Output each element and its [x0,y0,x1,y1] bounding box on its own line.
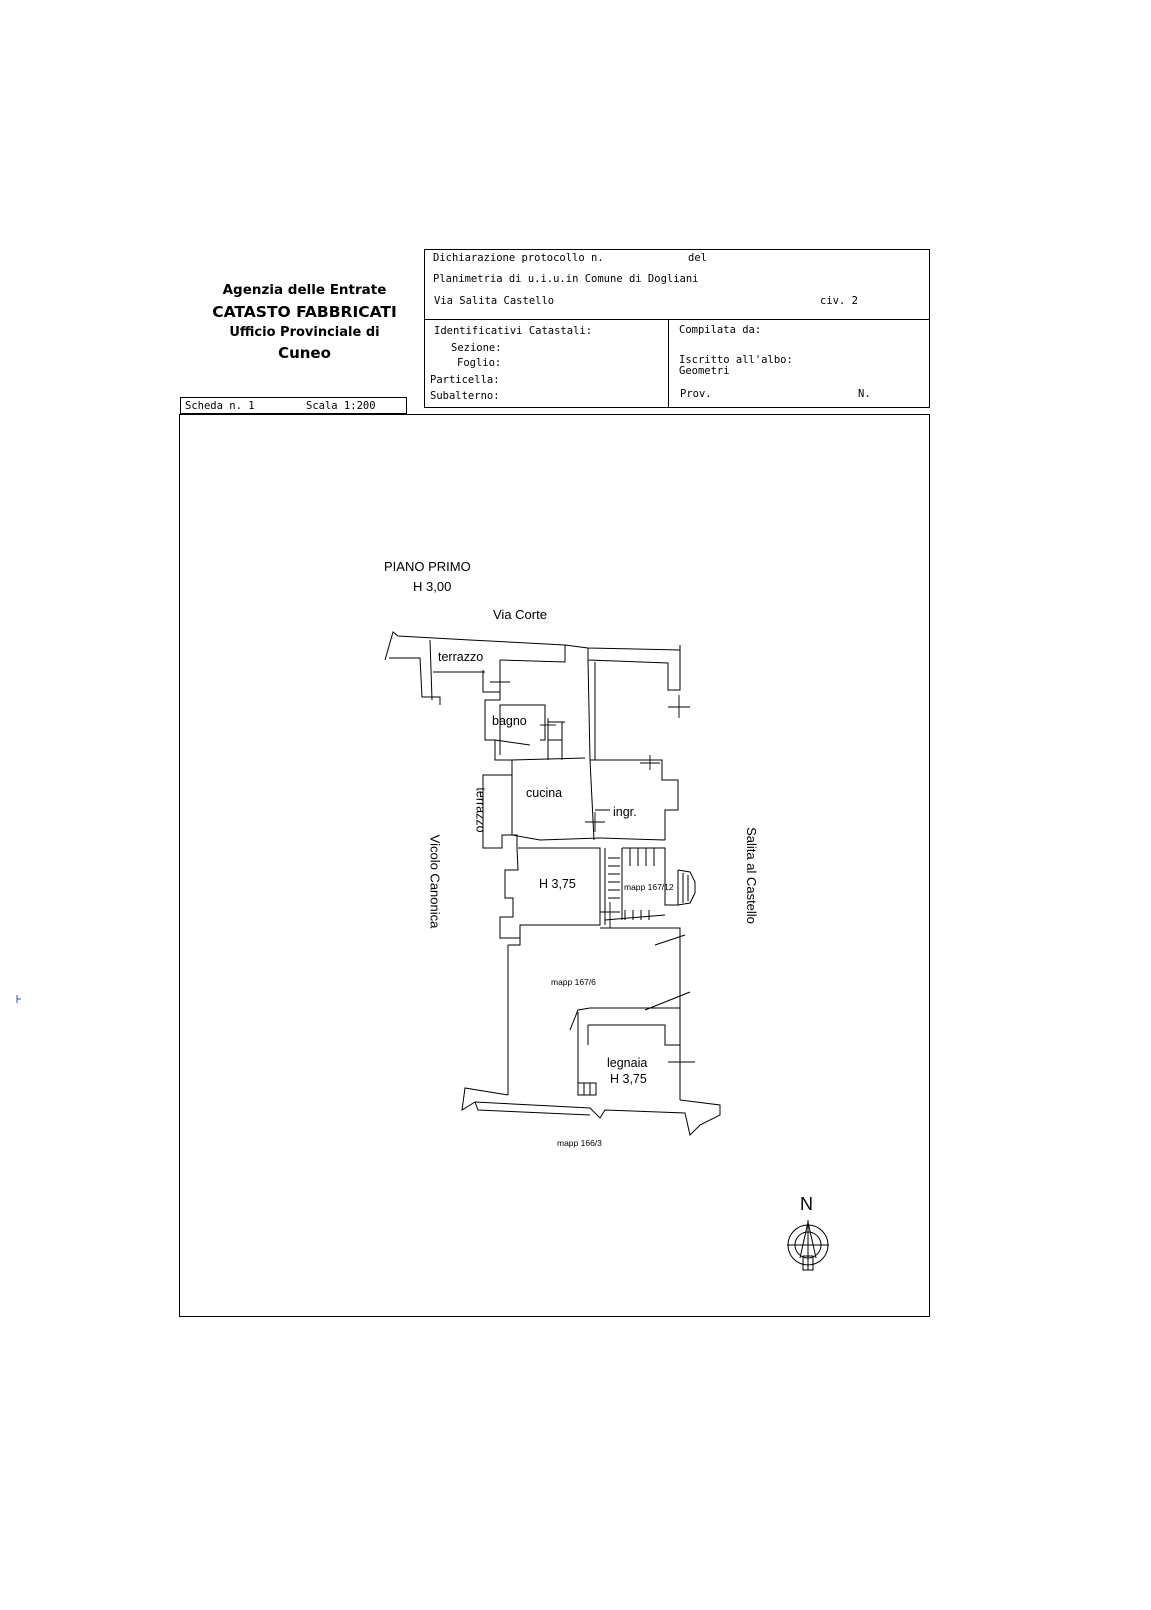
scheda-label: Scheda n. 1 [185,400,255,412]
albo-value: Geometri [679,365,730,377]
room-bagno: bagno [492,714,527,728]
identifiers-title: Identificativi Catastali: [434,325,593,337]
street-left-label: Vicolo Canonica [427,834,443,929]
room-terrazzo-side: terrazzo [473,787,488,833]
foglio-label: Foglio: [457,357,502,369]
room-cucina: cucina [526,786,563,800]
floor-label: PIANO PRIMO [384,559,471,574]
sezione-label: Sezione: [451,342,502,354]
iscritto-label: Iscritto all'albo: [679,354,793,366]
protocol-label: Dichiarazione protocollo n. [433,252,604,264]
civ-label: civ. 2 [820,295,858,307]
agency-name: Agenzia delle Entrate [222,282,387,298]
scala-label: Scala 1:200 [306,400,376,412]
prov-label: Prov. [680,388,712,400]
compilata-label: Compilata da: [679,324,762,336]
street-right-label: Salita al Castello [743,827,759,924]
address-label: Via Salita Castello [434,295,555,307]
planimetria-label: Planimetria di u.i.u.in Comune di Dogliani [433,273,699,285]
room-terrazzo-top: terrazzo [438,650,484,664]
room-h375-a: H 3,75 [539,877,576,891]
parcel-mapp-167-6: mapp 167/6 [551,977,596,987]
north-label: N [800,1194,813,1214]
agency-city: Cuneo [278,344,331,362]
room-ingresso: ingr. [613,805,637,819]
agency-office: Ufficio Provinciale di [229,325,380,340]
room-legnaia: legnaia [607,1056,648,1070]
street-top-label: Via Corte [493,607,547,622]
n-label: N. [858,388,871,400]
subalterno-label: Subalterno: [430,390,500,402]
parcel-mapp-167-12: mapp 167/12 [624,882,674,892]
parcel-mapp-166-3: mapp 166/3 [557,1138,602,1148]
del-label: del [688,252,707,264]
particella-label: Particella: [430,374,500,386]
floor-height-label: H 3,00 [413,579,452,594]
agency-department: CATASTO FABBRICATI [212,303,397,321]
room-h375-b: H 3,75 [610,1072,647,1086]
